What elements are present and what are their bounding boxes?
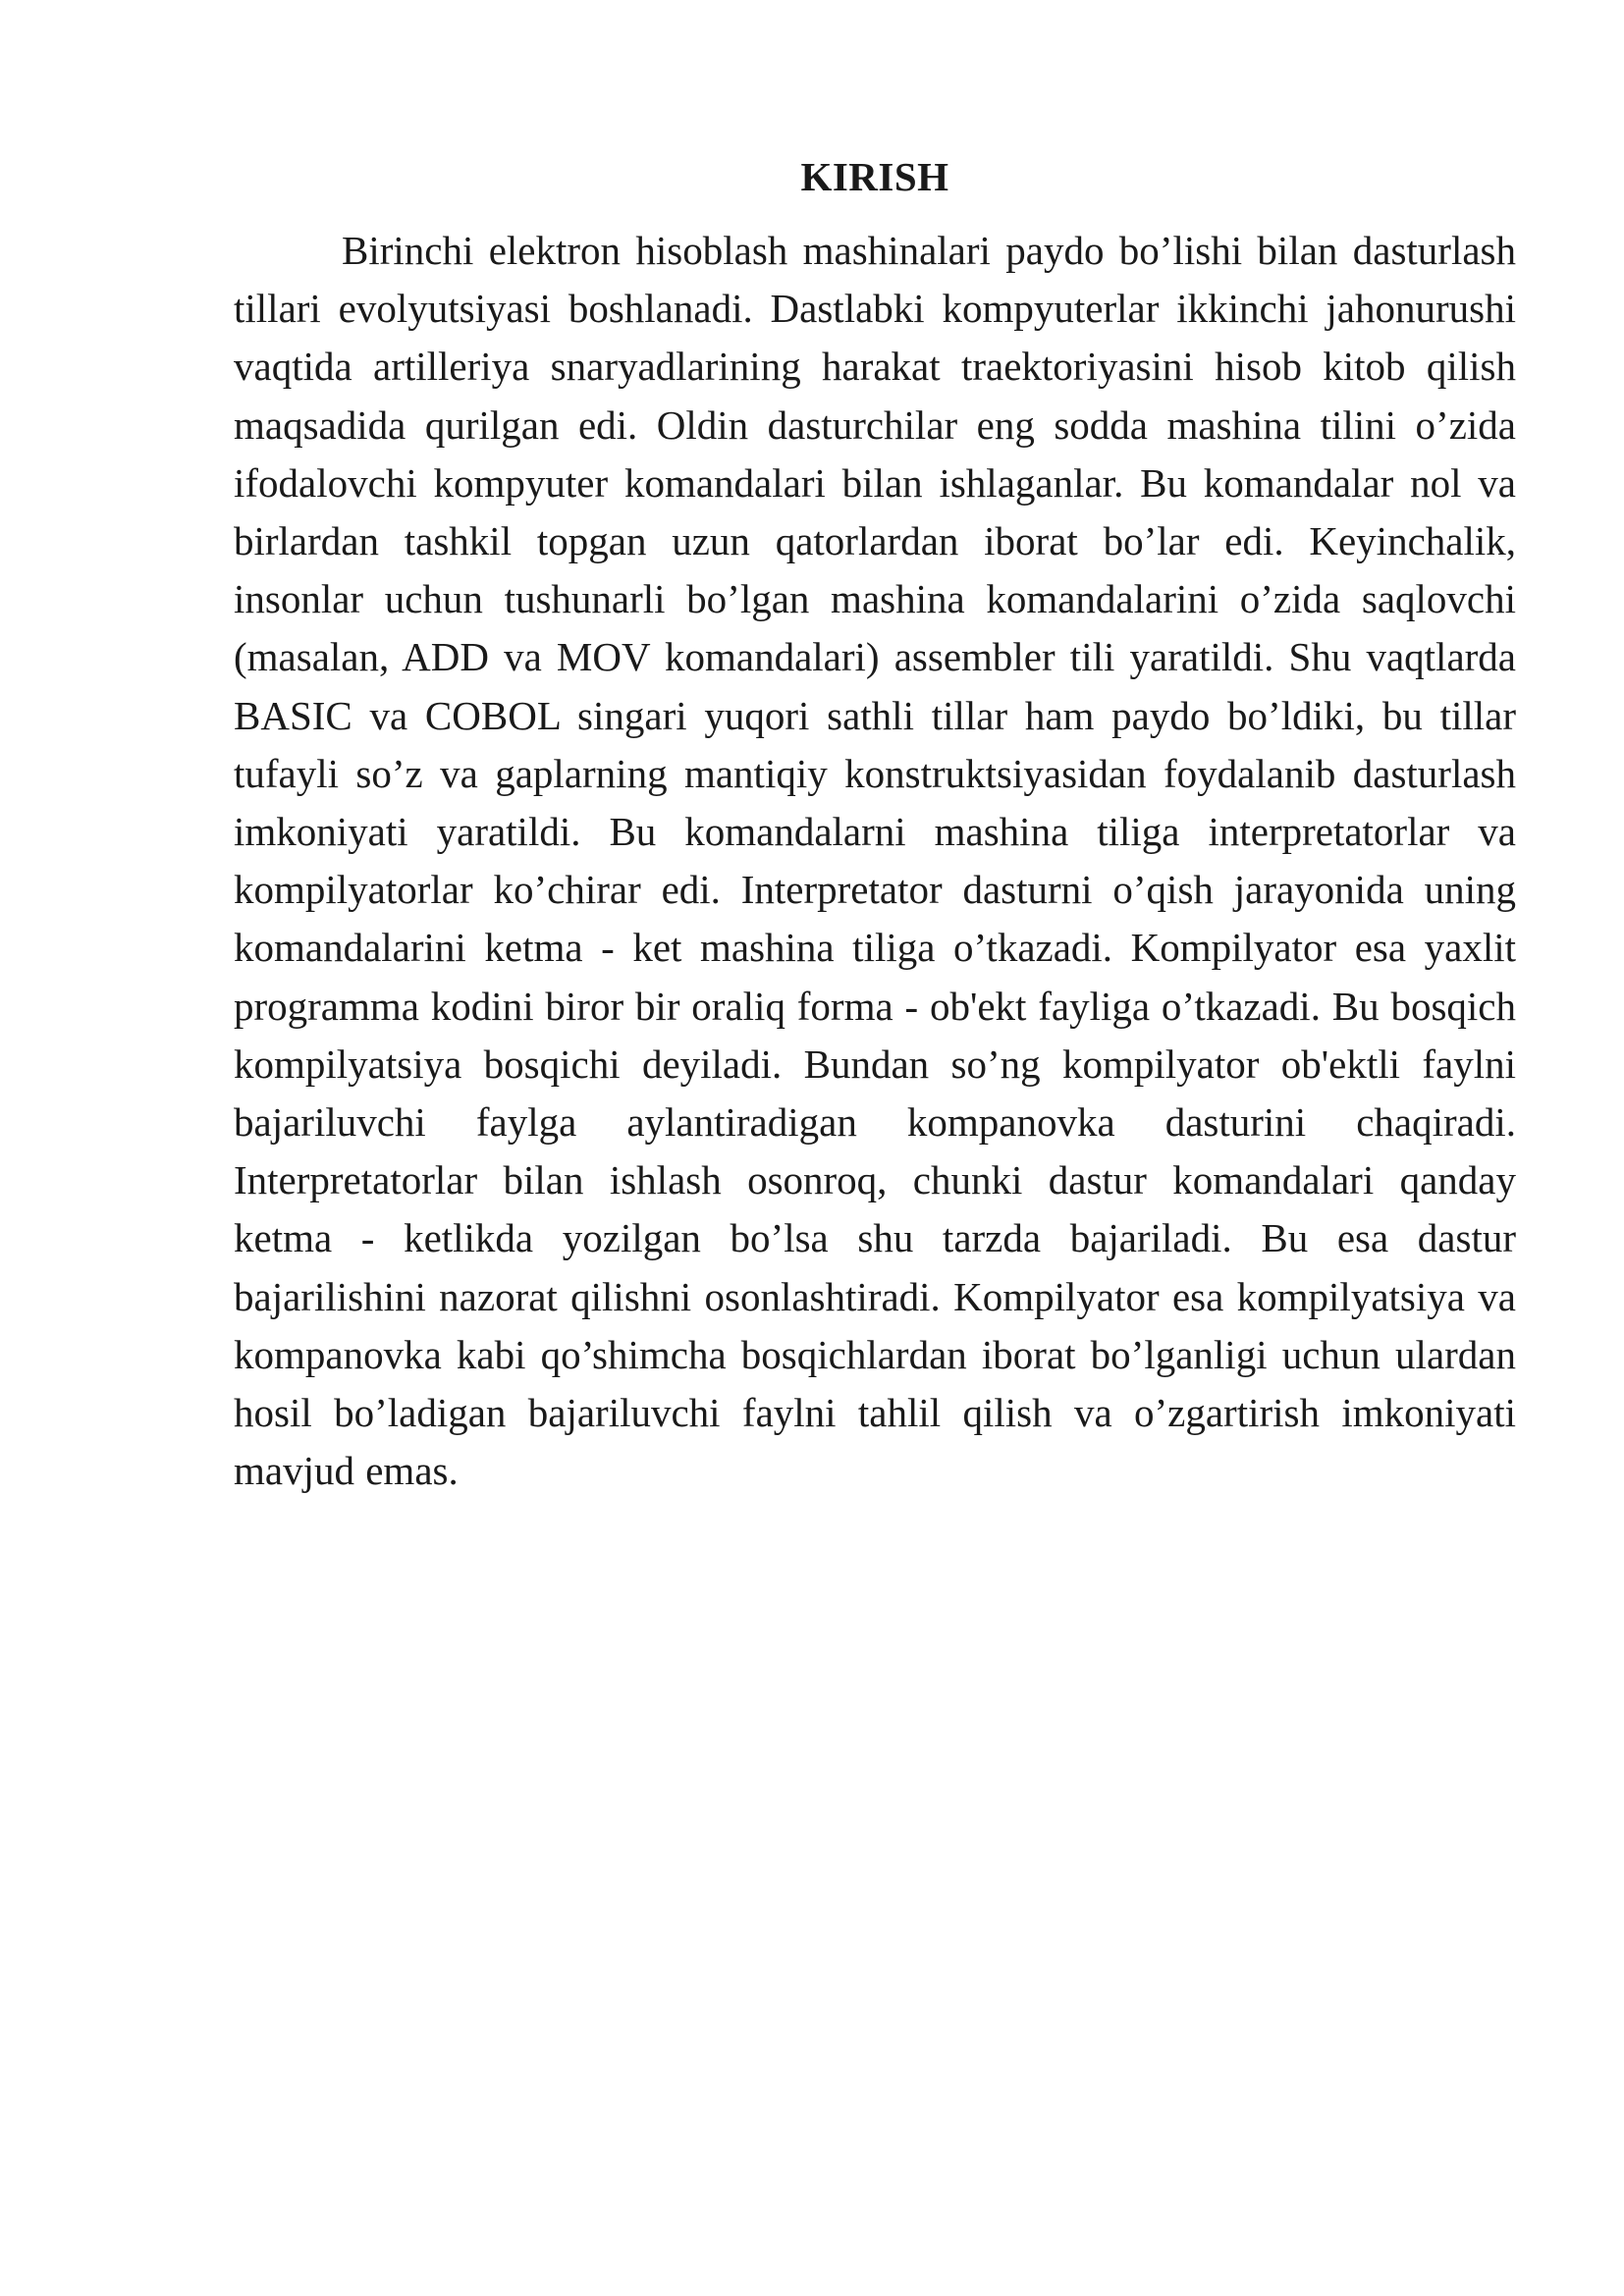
page-title: KIRISH xyxy=(800,154,949,199)
page-content xyxy=(234,147,1516,1500)
body-paragraph: Birinchi elektron hisoblash mashinalari paydo bo’lishi bilan dasturlash tillari evolyutsiyasi boshlanadi. Dastlabki kompyuterlar ikkinchi jahonurushi vaqtida artilleriya snaryadlarining harakat traektoriyasini hisob kitob qilish maqsadida qurilgan edi. Oldin dasturchilar eng sodda mashina tilini o’zida ifodalovchi kompyuter komandalari bilan ishlaganlar. Bu komandalar nol va birlardan tashkil topgan uzun qatorlardan iborat bo’lar edi. Keyinchalik, insonlar uchun tushunarli bo’lgan mashina komandalarini o’zida saqlovchi (masalan, ADD va MOV komandalari) assembler tili yaratildi. Shu vaqtlarda BASIC va COBOL singari yuqori sathli tillar ham paydo bo’ldiki, bu tillar tufayli so’z va gaplarning mantiqiy konstruktsiyasidan foydalanib dasturlash imkoniyati yaratildi. Bu komandalarni mashina tiliga interpretatorlar va kompilyatorlar ko’chirar edi. Interpretator dasturni o’qish jarayonida uning komandalarini ketma - ket mashina tiliga o’tkazadi. Kompilyator esa yaxlit programma kodini biror bir oraliq forma - ob'ekt fayliga o’tkazadi. Bu bosqich kompilyatsiya bosqichi deyiladi. Bundan so’ng kompilyator ob'ektli faylni bajariluvchi faylga aylantiradigan kompanovka dasturini chaqiradi. Interpretatorlar bilan ishlash osonroq, chunki dastur komandalari qanday ketma - ketlikda yozilgan bo’lsa shu tarzda bajariladi. Bu esa dastur bajarilishini nazorat qilishni osonlashtiradi. Kompilyator esa kompilyatsiya va kompanovka kabi qo’shimcha bosqichlardan iborat bo’lganligi uchun ulardan hosil bo’ladigan bajariluvchi faylni tahlil qilish va o’zgartirish imkoniyati mavjud emas. xyxy=(234,228,1516,1494)
